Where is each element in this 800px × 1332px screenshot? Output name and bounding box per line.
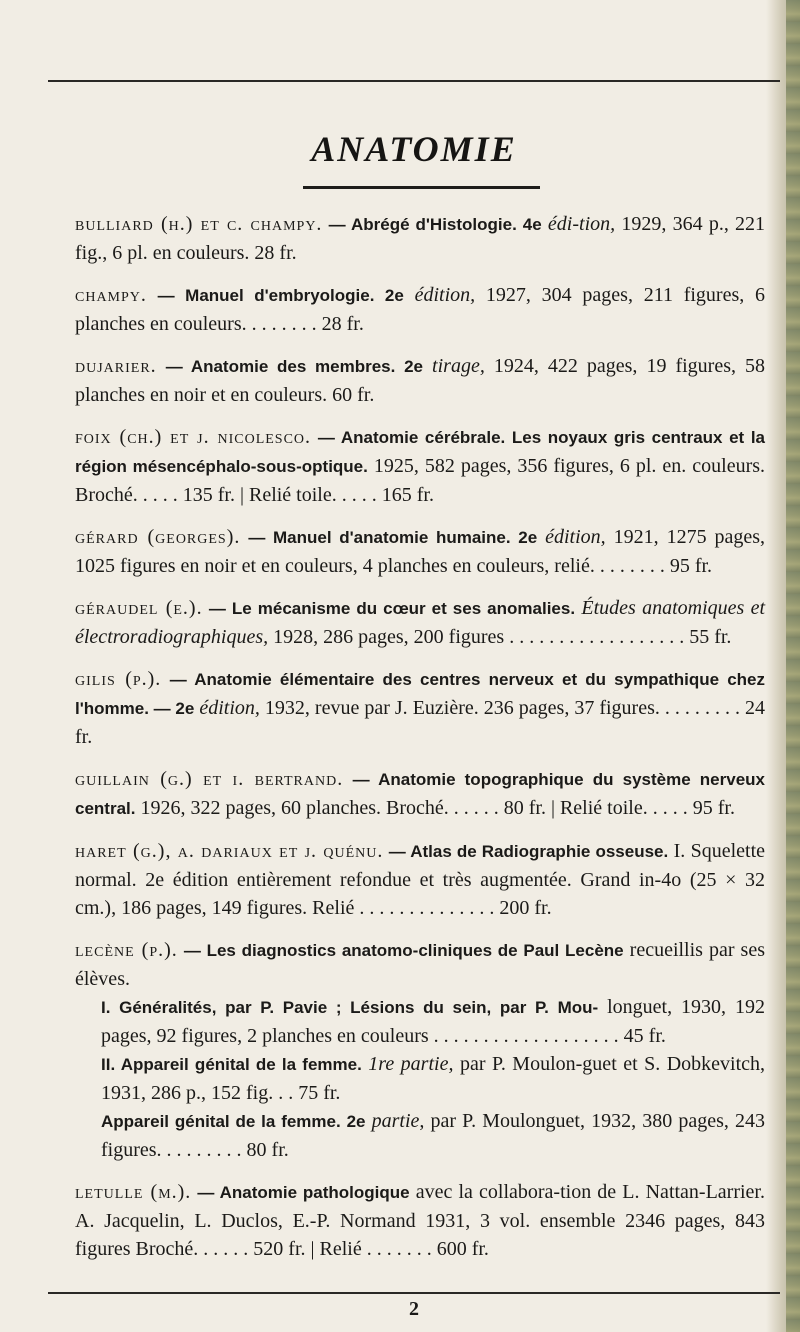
entry-author: guillain (g.) et i. bertrand. <box>75 768 344 790</box>
entry-description: — Le mécanisme du cœur et ses anomalies. <box>208 599 576 618</box>
entry-author: gilis (p.). <box>75 668 162 690</box>
entry-description: — Atlas de Radiographie osseuse. <box>388 842 669 861</box>
entry-italic: édition, <box>414 284 476 306</box>
title-underline <box>303 186 540 189</box>
part-details: longuet, 1930, 192 pages, 92 figures, 2 planches en couleurs . . . . . . . . . . . . . . . . . . . 45 fr. <box>101 996 765 1047</box>
entry-description: — Manuel d'embryologie. 2e <box>157 286 404 305</box>
entry-author: champy. <box>75 284 147 306</box>
catalog-entry <box>75 423 765 509</box>
section-title: ANATOMIE <box>311 129 517 169</box>
entry-author: bulliard (h.) et c. champy. <box>75 213 323 235</box>
catalog-entry <box>75 210 765 267</box>
entry-description: — Anatomie élémentaire des centres nerveux et du sympathique chez l'homme. — 2e <box>75 670 765 718</box>
entry-author: haret (g.), a. dariaux et j. quénu. <box>75 840 384 862</box>
entry-description: — Abrégé d'Histologie. 4e <box>328 215 542 234</box>
entry-description: — Anatomie cérébrale. Les noyaux gris centraux et la région mésencéphalo-sous-optique. <box>75 428 765 476</box>
entry-author: lecène (p.). <box>75 939 178 961</box>
entry-italic: tirage, <box>432 355 485 377</box>
catalog-entry <box>75 765 765 823</box>
catalog-entry <box>75 281 765 338</box>
entry-author: gérard (georges). <box>75 526 241 548</box>
entry-details: 1927, 304 pages, 211 figures, 6 planches en couleurs. . . . . . . . 28 fr. <box>75 284 766 335</box>
entry-details: 1928, 286 pages, 200 figures . . . . . . . . . . . . . . . . . . 55 fr. <box>273 626 732 648</box>
catalog-entry <box>75 665 765 751</box>
page-number: 2 <box>409 1298 419 1320</box>
entry-italic: édition, <box>545 526 606 548</box>
entry-author: géraudel (e.). <box>75 597 203 619</box>
catalog-entry-lecene <box>75 936 765 1164</box>
entry-description: — Les diagnostics anatomo-cliniques de Paul Lecène <box>183 941 624 960</box>
entry-details: 1926, 322 pages, 60 planches. Broché. . . . . . 80 fr. | Relié toile. . . . . 95 fr. <box>140 797 735 819</box>
entry-part-3 <box>75 1107 765 1164</box>
entry-details: recueillis par ses élèves. <box>75 939 765 990</box>
entry-description: — Anatomie des membres. 2e <box>165 357 424 376</box>
entry-details: 1932, revue par J. Euzière. 236 pages, 37 figures. . . . . . . . . 24 fr. <box>75 697 765 748</box>
entry-details: 1929, 364 p., 221 fig., 6 pl. en couleurs. 28 fr. <box>75 213 766 264</box>
part-description: II. Appareil génital de la femme. <box>101 1055 362 1074</box>
part-description: Appareil génital de la femme. 2e <box>101 1112 366 1131</box>
part-italic: 1re partie, <box>368 1053 454 1075</box>
part-description: I. Généralités, par P. Pavie ; Lésions du sein, par P. Mou- <box>101 998 599 1017</box>
entry-part-2 <box>75 1050 765 1107</box>
entry-italic: édi-tion, <box>547 213 616 235</box>
entry-italic: Études anatomiques et électroradiographiques, <box>75 597 766 648</box>
entry-details: I. Squelette normal. 2e édition entièrement refondue et très augmentée. Grand in-4o (25 × 32 cm.), 186 pages, 149 figures. Relié . . . . . . . . . . . . . . 200 fr. <box>75 840 766 919</box>
part-details: par P. Moulonguet, 1932, 380 pages, 243 figures. . . . . . . . . 80 fr. <box>101 1110 765 1161</box>
catalog-entry <box>75 352 765 409</box>
part-details: par P. Moulon-guet et S. Dobkevitch, 1931, 286 p., 152 fig. . . 75 fr. <box>101 1053 766 1104</box>
catalog-entry-letulle <box>75 1178 765 1263</box>
entry-details: 1921, 1275 pages, 1025 figures en noir et en couleurs, 4 planches en couleurs, relié. . . . . . . . 95 fr. <box>75 526 766 577</box>
entry-details: avec la collabora-tion de L. Nattan-Larrier. A. Jacquelin, L. Duclos, E.-P. Normand 1931, 3 vol. ensemble 2346 pages, 843 figures Broché. . . . . . 520 fr. | Relié . . . . . . . 600 fr. <box>75 1181 765 1260</box>
entry-author: foix (ch.) et j. nicolesco. <box>75 426 312 448</box>
entry-part-1 <box>75 993 765 1050</box>
catalog-entry <box>75 523 765 580</box>
entry-description: — Anatomie pathologique <box>197 1183 410 1202</box>
entry-description: — Anatomie topographique du système nerveux central. <box>75 770 765 818</box>
entry-details: 1925, 582 pages, 356 figures, 6 pl. en. couleurs. Broché. . . . . 135 fr. | Relié toile. . . . . 165 fr. <box>75 455 766 506</box>
entry-italic: édition, <box>199 697 260 719</box>
entry-author: dujarier. <box>75 355 157 377</box>
entry-description: — Manuel d'anatomie humaine. 2e <box>248 528 538 547</box>
part-italic: partie, <box>371 1110 425 1132</box>
catalog-entries <box>75 196 765 1263</box>
entry-details: 1924, 422 pages, 19 figures, 58 planches en noir et en couleurs. 60 fr. <box>75 355 766 406</box>
catalog-entry <box>75 594 765 651</box>
catalog-entry <box>75 837 765 922</box>
page-edge-strip <box>786 0 800 1332</box>
entry-author: letulle (m.). <box>75 1181 192 1203</box>
